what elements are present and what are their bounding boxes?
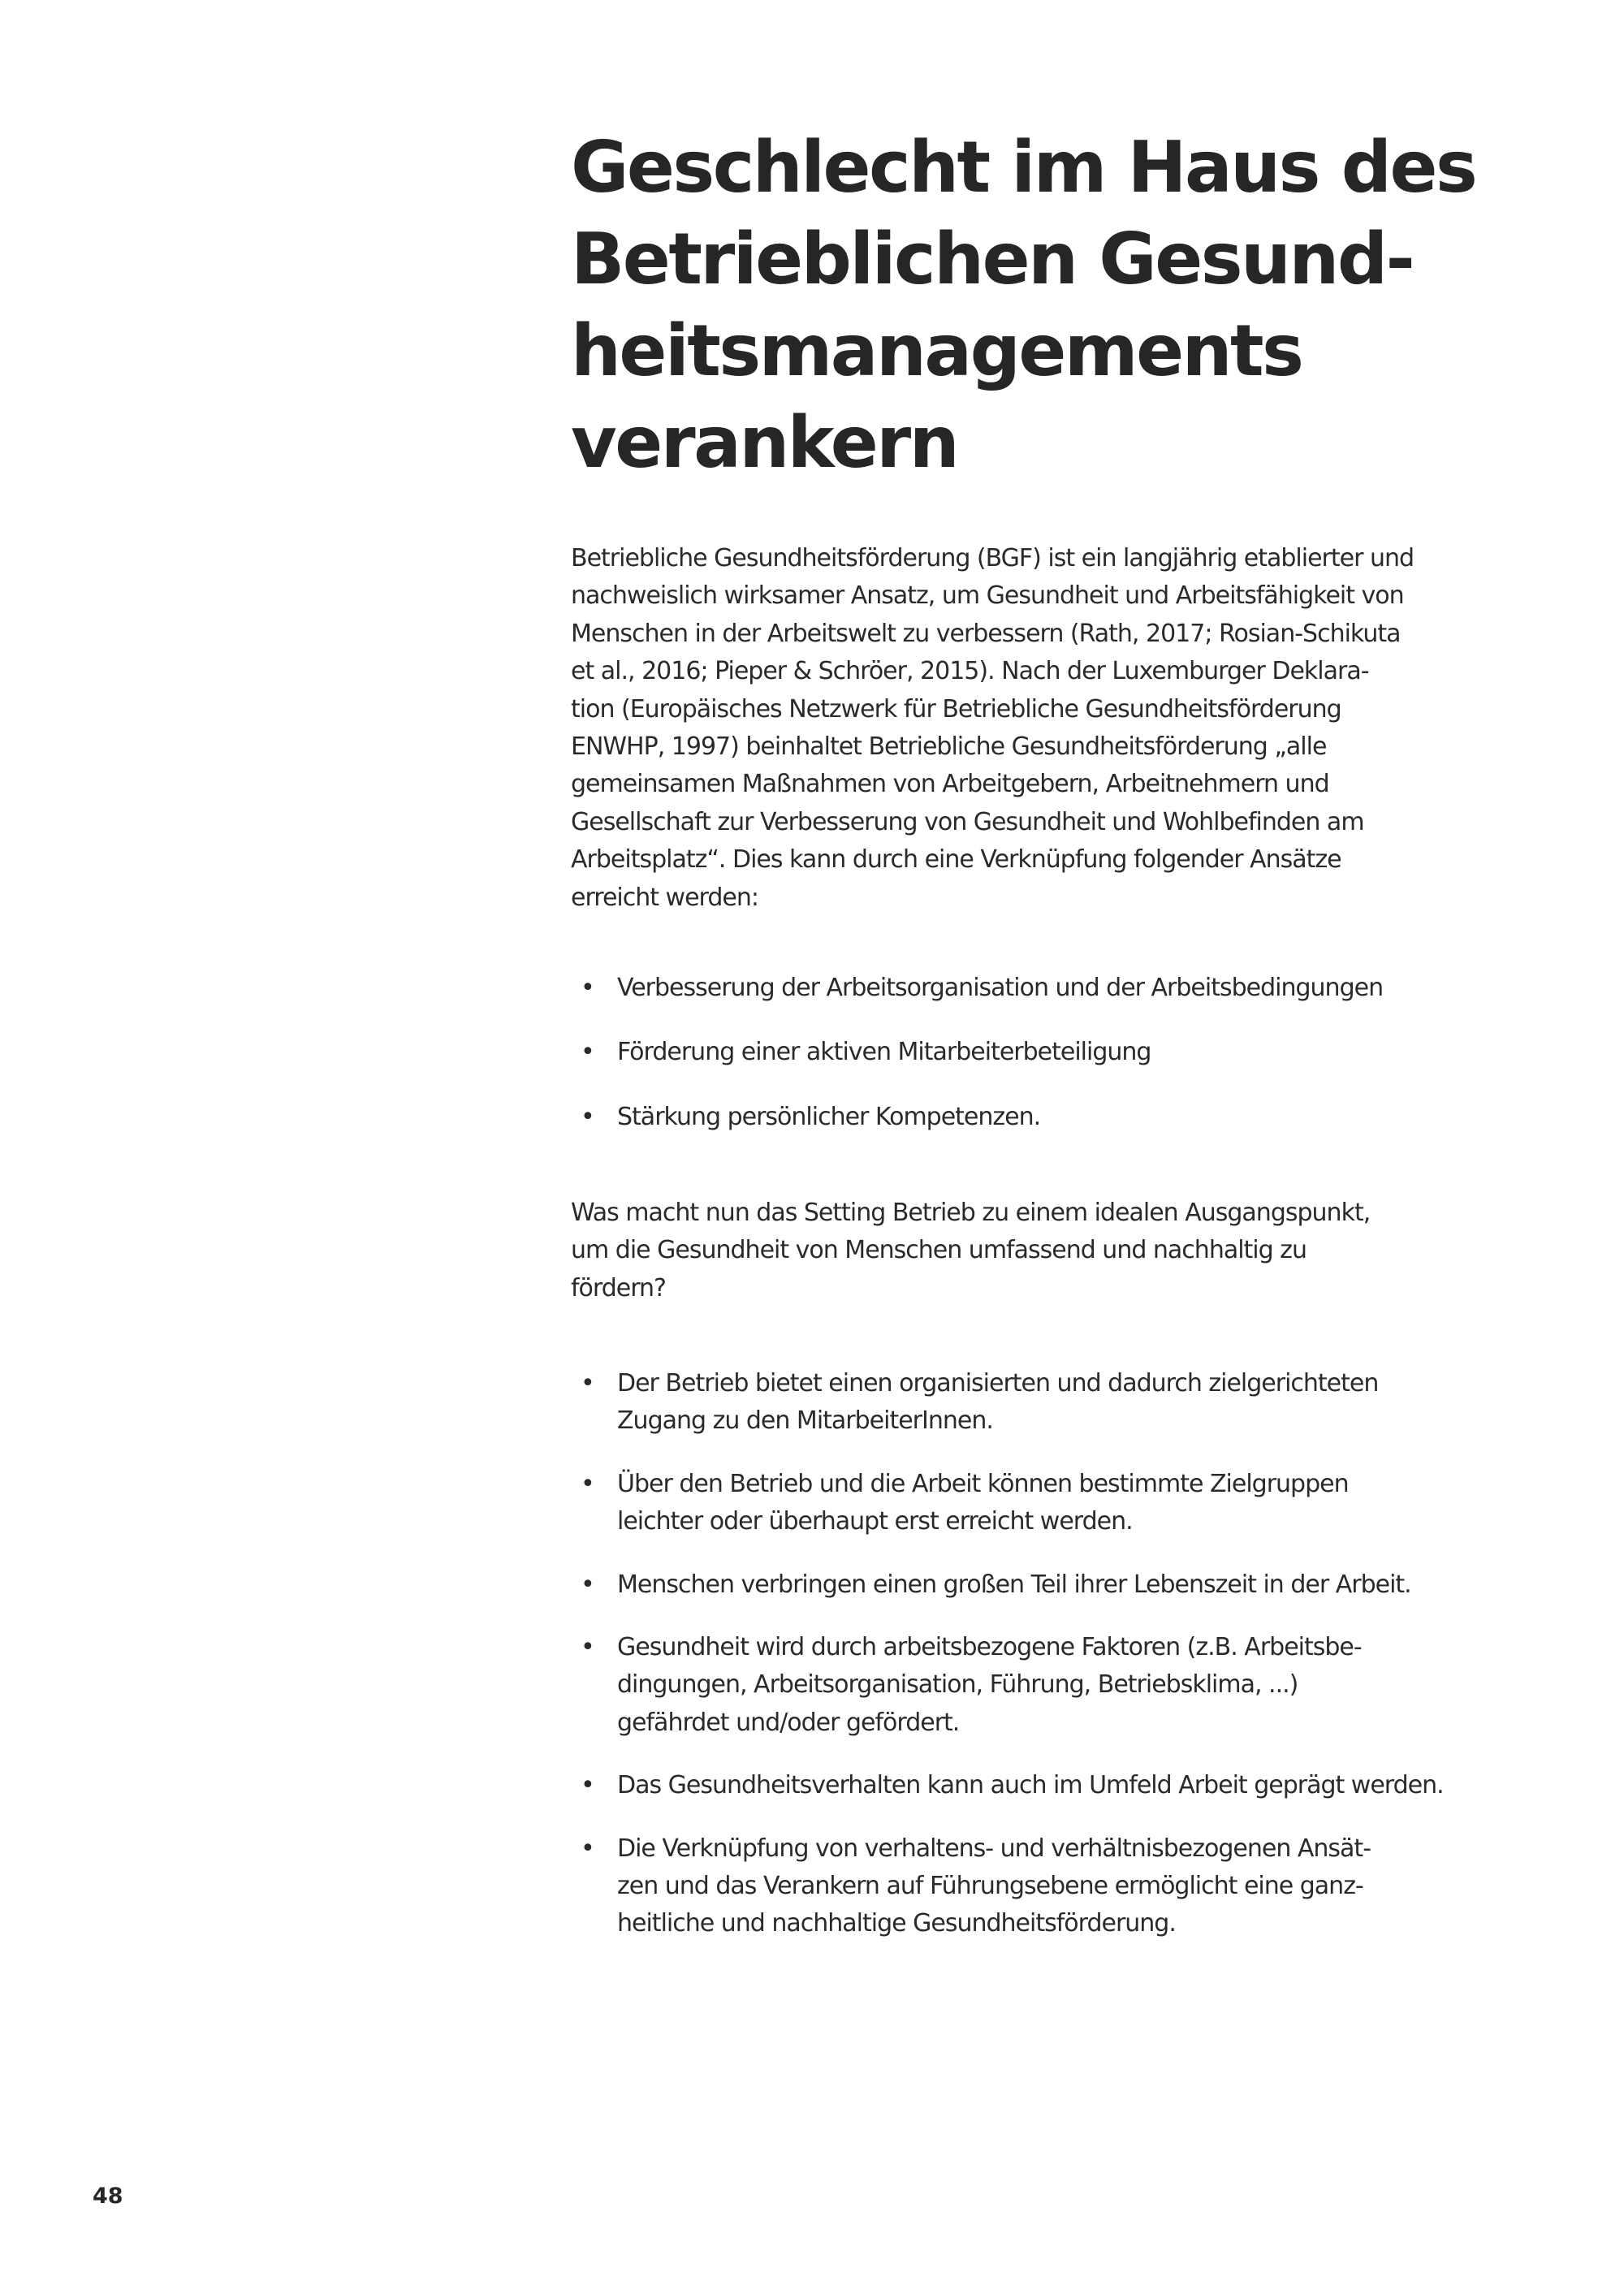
- bullet-item: [571, 1099, 1383, 1136]
- paragraph-line: Arbeitsplatz“. Dies kann durch eine Verknüpfung folgender Ansätze: [571, 845, 1341, 875]
- paragraph-line: tion (Europäisches Netzwerk für Betriebliche Gesundheitsförderung: [571, 694, 1341, 724]
- page-number: 48: [93, 2184, 123, 2209]
- bullet-text-line: Zugang zu den MitarbeiterInnen.: [617, 1406, 993, 1436]
- paragraph-line: erreicht werden:: [571, 883, 758, 912]
- reason-bullet-list: [571, 1365, 1444, 1968]
- bullet-item: [571, 1566, 1444, 1604]
- paragraph-line: Betriebliche Gesundheitsförderung (BGF) ist ein langjährig etablierter und: [571, 544, 1415, 572]
- bullet-text-line: Gesundheit wird durch arbeitsbezogene Faktoren (z.B. Arbeitsbe-: [617, 1633, 1362, 1662]
- bullet-text-line: Die Verknüpfung von verhaltens- und verhältnisbezogenen Ansät-: [617, 1834, 1371, 1863]
- bullet-item: [571, 1767, 1444, 1804]
- bullet-item: [571, 1034, 1383, 1071]
- bullet-icon: •: [581, 1102, 594, 1131]
- bullet-text-line: Über den Betrieb und die Arbeit können bestimmte Zielgruppen: [617, 1469, 1349, 1498]
- title-line: Geschlecht im Haus des: [571, 126, 1476, 209]
- bullet-text-line: gefährdet und/oder gefördert.: [617, 1708, 960, 1737]
- bullet-text-line: leichter oder überhaupt erst erreicht werden.: [617, 1507, 1133, 1536]
- paragraph-line: Menschen in der Arbeitswelt zu verbessern (Rath, 2017; Rosian-Schikuta: [571, 619, 1401, 648]
- bullet-icon: •: [581, 1469, 594, 1498]
- bullet-icon: •: [581, 1038, 594, 1067]
- paragraph-line: fördern?: [571, 1273, 666, 1303]
- bullet-item: [571, 1830, 1444, 1943]
- approach-bullet-list: [571, 970, 1383, 1163]
- bullet-text-line: zen und das Verankern auf Führungsebene ermöglicht eine ganz-: [617, 1872, 1363, 1901]
- bullet-icon: •: [581, 974, 594, 1002]
- paragraph-line: Gesellschaft zur Verbesserung von Gesundheit und Wohlbefinden am: [571, 807, 1364, 836]
- bullet-item: [571, 1365, 1444, 1441]
- bullet-text-line: Das Gesundheitsverhalten kann auch im Umfeld Arbeit geprägt werden.: [617, 1771, 1444, 1800]
- paragraph-line: ENWHP, 1997) beinhaltet Betriebliche Gesundheitsförderung „alle: [571, 732, 1327, 762]
- intro-paragraph: [571, 540, 1414, 917]
- title-line: Betrieblichen Gesund-: [571, 218, 1414, 300]
- page-title: [571, 122, 1480, 489]
- bullet-text-line: Der Betrieb bietet einen organisierten und dadurch zielgerichteten: [617, 1369, 1379, 1398]
- page-content: [571, 122, 1480, 1938]
- bullet-icon: •: [581, 1570, 594, 1599]
- bullet-item: [571, 970, 1383, 1007]
- question-paragraph: [571, 1195, 1370, 1307]
- bullet-item: [571, 1466, 1444, 1541]
- title-line: verankern: [571, 401, 958, 484]
- paragraph-line: nachweislich wirksamer Ansatz, um Gesundheit und Arbeitsfähigkeit von: [571, 581, 1404, 611]
- title-line: heitsmanagements: [571, 309, 1302, 392]
- bullet-icon: •: [581, 1771, 594, 1800]
- bullet-item: [571, 1629, 1444, 1742]
- paragraph-line: um die Gesundheit von Menschen umfassend und nachhaltig zu: [571, 1236, 1307, 1265]
- paragraph-line: et al., 2016; Pieper & Schröer, 2015). Nach der Luxemburger Deklara-: [571, 657, 1369, 686]
- bullet-icon: •: [581, 1633, 594, 1662]
- bullet-icon: •: [581, 1834, 594, 1863]
- bullet-text-line: Stärkung persönlicher Kompetenzen.: [617, 1102, 1041, 1131]
- paragraph-line: gemeinsamen Maßnahmen von Arbeitgebern, Arbeitnehmern und: [571, 770, 1329, 799]
- bullet-icon: •: [581, 1369, 594, 1398]
- bullet-text-line: Menschen verbringen einen großen Teil ihrer Lebenszeit in der Arbeit.: [617, 1570, 1411, 1599]
- bullet-text-line: heitliche und nachhaltige Gesundheitsförderung.: [617, 1909, 1176, 1938]
- bullet-text-line: Förderung einer aktiven Mitarbeiterbeteiligung: [617, 1038, 1151, 1067]
- bullet-text-line: Verbesserung der Arbeitsorganisation und der Arbeitsbedingungen: [617, 974, 1384, 1002]
- paragraph-line: Was macht nun das Setting Betrieb zu einem idealen Ausgangspunkt,: [571, 1199, 1371, 1227]
- bullet-text-line: dingungen, Arbeitsorganisation, Führung, Betriebsklima, ...): [617, 1670, 1298, 1700]
